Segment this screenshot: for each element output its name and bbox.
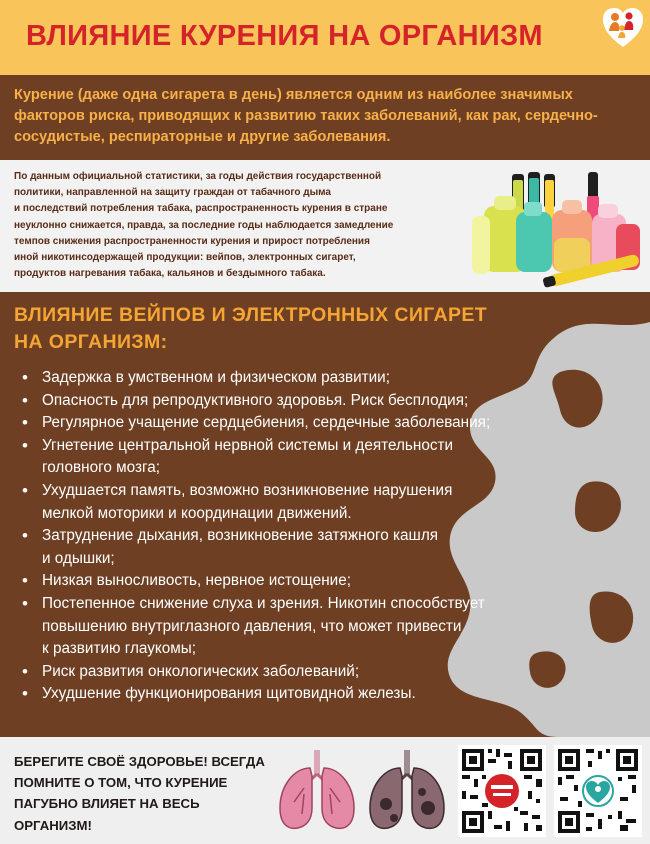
statistics-line: и последствий потребления табака, распространенность курения в стране	[14, 203, 388, 215]
family-hearts-logo-icon	[600, 4, 646, 50]
smoker-lungs-icon	[364, 746, 450, 834]
section-title-line: ВЛИЯНИЕ ВЕЙПОВ И ЭЛЕКТРОННЫХ СИГАРЕТ	[14, 304, 488, 326]
list-item	[22, 593, 562, 661]
list-item-line: • Низкая выносливость, нервное истощение;	[42, 572, 351, 590]
page-title: ВЛИЯНИЕ КУРЕНИЯ НА ОРГАНИЗМ	[26, 20, 543, 52]
list-item	[22, 683, 562, 706]
list-item-line: головного мозга;	[42, 459, 160, 477]
vapes-illustration-icon	[466, 166, 646, 288]
list-item-line: • Угнетение центральной нервной системы и деятельности	[42, 436, 454, 454]
healthy-lungs-icon	[274, 746, 360, 834]
list-item-line: • Ухудшение функционирования щитовидной железы.	[42, 685, 416, 703]
intro-band	[0, 75, 650, 160]
footer-slogan-line: ПОМНИТЕ О ТОМ, ЧТО КУРЕНИЕ	[14, 775, 228, 791]
list-item-line: • Постепенное снижение слуха и зрения. Никотин способствует	[42, 594, 485, 612]
list-item	[22, 661, 562, 684]
list-item-line: мелкой моторики и координации движений.	[42, 504, 352, 522]
list-item	[22, 412, 562, 435]
footer-slogan-line: ОРГАНИЗМ!	[14, 817, 92, 833]
statistics-line: темпов снижения распространенности курения и прирост потребления	[14, 235, 370, 247]
qr-code-icon[interactable]	[554, 745, 642, 837]
list-item-line: повышению внутриглазного давления, что может привести	[42, 617, 462, 635]
list-item-line: • Затруднение дыхания, возникновение затяжного кашля	[42, 527, 439, 545]
list-item-line: • Задержка в умственном и физическом развитии;	[42, 369, 390, 386]
section-title-line: НА ОРГАНИЗМ:	[14, 331, 168, 353]
statistics-line: политики, направленной на защиту граждан от табачного дыма	[14, 187, 331, 199]
qr-code-icon[interactable]	[458, 745, 546, 837]
statistics-text	[14, 169, 464, 282]
list-item-line: к развитию глаукомы;	[42, 640, 197, 658]
intro-text: Курение (даже одна сигарета в день) является одним из наиболее значимых факторов риска, приводящих к развитию таких заболеваний, как рак, сердечно-сосудистые, респираторные и другие заболевания.	[14, 87, 598, 145]
statistics-line: неуклонно снижается, правда, за последние годы наблюдается замедление	[14, 219, 394, 231]
list-item-line: • Опасность для репродуктивного здоровья. Риск бесплодия;	[42, 391, 469, 409]
footer	[0, 737, 650, 844]
list-item-line: • Риск развития онкологических заболеваний;	[42, 662, 360, 680]
list-item	[22, 435, 562, 480]
list-item	[22, 480, 562, 525]
statistics-line: продуктов нагревания табака, кальянов и бездымного табака.	[14, 268, 326, 280]
statistics-line: По данным официальной статистики, за годы действия государственной	[14, 171, 382, 182]
footer-slogan	[14, 751, 284, 836]
vapes-effects-section	[0, 292, 650, 737]
footer-slogan-line: ПАГУБНО ВЛИЯЕТ НА ВЕСЬ	[14, 796, 200, 812]
list-item	[22, 570, 562, 593]
section-title	[14, 302, 487, 356]
statistics-band	[0, 160, 650, 292]
footer-slogan-line: БЕРЕГИТЕ СВОЁ ЗДОРОВЬЕ! ВСЕГДА	[14, 754, 265, 769]
header	[0, 0, 650, 75]
list-item-line: и одышки;	[42, 549, 115, 567]
statistics-line: иной никотинсодержащей продукции: вейпов, электронных сигарет,	[14, 252, 356, 264]
effects-list	[22, 367, 562, 706]
list-item	[22, 367, 562, 390]
list-item-line: • Ухудшается память, возможно возникновение нарушения	[42, 481, 453, 499]
list-item-line: • Регулярное учащение сердцебиения, сердечные заболевания;	[42, 414, 491, 432]
list-item	[22, 390, 562, 413]
list-item	[22, 525, 562, 570]
